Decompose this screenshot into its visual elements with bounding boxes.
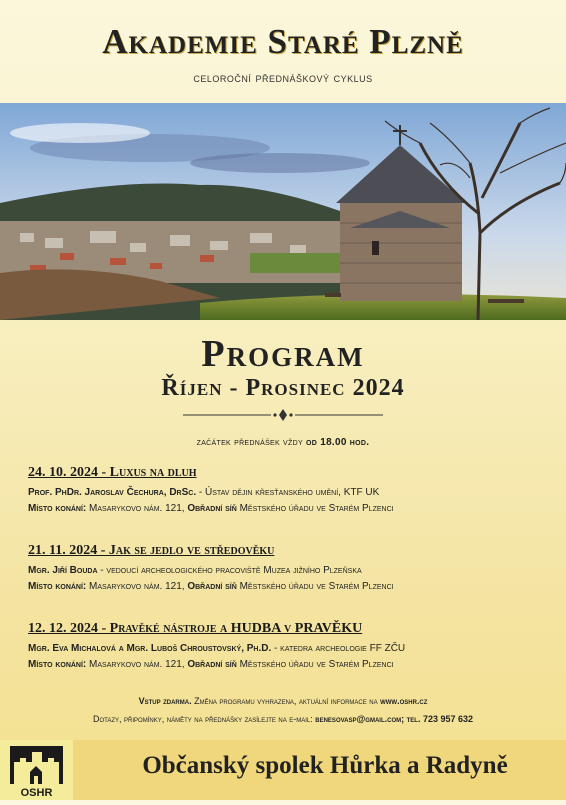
lecture-2: [28, 543, 548, 595]
lecture-heading: 21. 11. 2024 - Jak se jedlo ve středověku: [28, 543, 275, 558]
lecture-3: [28, 621, 548, 673]
venue-address: Masarykovo nám. 121,: [86, 659, 188, 670]
castle-logo-icon: [0, 740, 73, 800]
start-time-value: od 18.00 hod.: [306, 437, 370, 448]
venue-label: Místo konání:: [28, 503, 87, 514]
footer-info: [0, 692, 566, 728]
venue-rest: Městského úřadu ve Starém Plzenci: [236, 503, 394, 514]
start-time-note: [0, 437, 566, 448]
lecture-speaker: [28, 485, 548, 501]
speaker-role: - vedoucí archeologického pracoviště Muzea jižního Plzeňska: [97, 565, 362, 576]
venue-label: Místo konání:: [28, 659, 87, 670]
start-time-prefix: začátek přednášek vždy: [196, 437, 303, 448]
speaker-role: - katedra archeologie FF ZČU: [271, 643, 406, 654]
speaker-name: Prof. PhDr. Jaroslav Čechura, DrSc.: [28, 487, 197, 498]
email-link[interactable]: benesovasp@gmail.com;: [315, 714, 405, 724]
program-title: Program: [201, 333, 365, 375]
venue-rest: Městského úřadu ve Starém Plzenci: [236, 581, 394, 592]
venue-address: Masarykovo nám. 121,: [86, 581, 188, 592]
venue-rest: Městského úřadu ve Starém Plzenci: [236, 659, 394, 670]
page-title: Akademie Staré Plzně: [102, 22, 464, 61]
phone-number: tel. 723 957 632: [404, 714, 473, 724]
venue-room: Obřadní síň: [187, 581, 237, 592]
lecture-venue: [28, 579, 548, 595]
lecture-1: [28, 465, 548, 517]
footer-line-2: [0, 710, 566, 728]
logo-text: OSHR: [20, 787, 53, 799]
venue-room: Obřadní síň: [187, 503, 237, 514]
lecture-heading: 24. 10. 2024 - Luxus na dluh: [28, 465, 197, 480]
footer-line-1: [0, 692, 566, 710]
speaker-name: Mgr. Jiří Bouda: [28, 565, 98, 576]
lecture-venue: [28, 501, 548, 517]
venue-room: Obřadní síň: [187, 659, 237, 670]
ornament-divider-icon: [183, 408, 383, 422]
header: [0, 0, 566, 103]
oshr-logo: [0, 740, 73, 800]
speaker-name: Mgr. Eva Michalová a Mgr. Luboš Chroustovský, Ph.D.: [28, 643, 272, 654]
page-subtitle: celoroční přednáškový cyklus: [193, 70, 373, 85]
venue-address: Masarykovo nám. 121,: [86, 503, 188, 514]
speaker-role: - Ústav dějin křesťanského umění, KTF UK: [196, 487, 380, 498]
website-link[interactable]: www.oshr.cz: [380, 696, 428, 706]
change-note: Změna programu vyhrazena, aktuální informace na: [191, 696, 381, 706]
program-dates: Říjen - Prosinec 2024: [161, 375, 405, 401]
contact-note: Dotazy, připomínky, náměty na přednášky zasílejte na e-mail:: [93, 714, 316, 724]
entry-note: Vstup zdarma.: [138, 696, 192, 706]
lecture-speaker: [28, 641, 548, 657]
lecture-heading: 12. 12. 2024 - Pravěké nástroje a HUDBA v PRAVĚKU: [28, 621, 363, 636]
rotunda-landscape-photo: [0, 103, 566, 320]
organization-name: Občanský spolek Hůrka a Radyně: [142, 752, 508, 779]
lecture-speaker: [28, 563, 548, 579]
lecture-venue: [28, 657, 548, 673]
venue-label: Místo konání:: [28, 581, 87, 592]
